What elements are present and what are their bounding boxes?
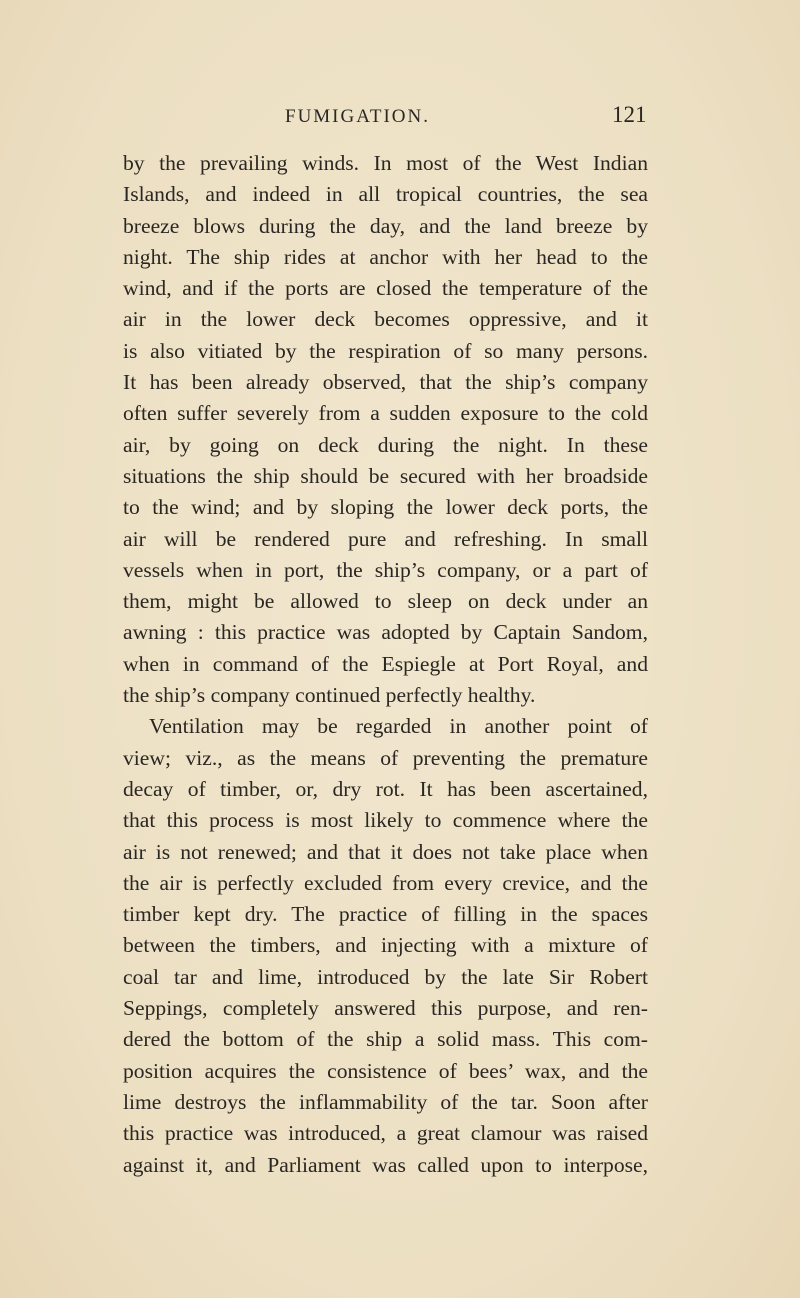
text-line: vessels when in port, the ship’s company, or a part of (123, 557, 648, 582)
text-line: Seppings, completely answered this purpose, and ren- (123, 996, 648, 1021)
text-line: the air is perfectly excluded from every crevice, and the (123, 870, 648, 895)
body-text (123, 148, 648, 1181)
paragraph-end-line: the ship’s company continued perfectly healthy. (123, 683, 536, 708)
text-line: to the wind; and by sloping the lower deck ports, the (123, 495, 648, 520)
text-line: them, might be allowed to sleep on deck under an (123, 589, 648, 614)
text-line: when in command of the Espiegle at Port Royal, and (123, 651, 648, 676)
text-line: view; viz., as the means of preventing the premature (123, 745, 648, 770)
page-number: 121 (612, 102, 647, 127)
text-line: against it, and Parliament was called upon to interpose, (123, 1152, 648, 1177)
text-line: coal tar and lime, introduced by the late Sir Robert (123, 964, 648, 989)
text-line: by the prevailing winds. In most of the West Indian (123, 151, 648, 175)
text-line: is also vitiated by the respiration of so many persons. (123, 338, 648, 363)
paragraph-start-line: Ventilation may be regarded in another point of (149, 714, 648, 739)
text-line: awning : this practice was adopted by Captain Sandom, (123, 620, 648, 645)
text-line: air is not renewed; and that it does not take place when (123, 839, 648, 864)
text-line: often suffer severely from a sudden exposure to the cold (123, 401, 648, 426)
running-title: FUMIGATION. (285, 106, 430, 127)
text-line: that this process is most likely to commence where the (123, 808, 648, 833)
text-line: It has been already observed, that the ship’s company (123, 370, 648, 395)
text-line: decay of timber, or, dry rot. It has been ascertained, (123, 776, 648, 801)
text-line: air in the lower deck becomes oppressive, and it (123, 307, 648, 332)
text-line: situations the ship should be secured with her broadside (123, 463, 648, 488)
text-line: position acquires the consistence of bees’ wax, and the (123, 1058, 648, 1083)
text-line: night. The ship rides at anchor with her head to the (123, 244, 648, 269)
text-line: lime destroys the inflammability of the tar. Soon after (123, 1089, 648, 1114)
text-line: dered the bottom of the ship a solid mass. This com- (123, 1027, 648, 1052)
text-line: this practice was introduced, a great clamour was raised (123, 1121, 648, 1146)
text-line: wind, and if the ports are closed the temperature of the (123, 276, 648, 301)
text-line: timber kept dry. The practice of filling in the spaces (123, 902, 648, 927)
text-line: Islands, and indeed in all tropical countries, the sea (123, 182, 648, 207)
page-header (0, 100, 800, 140)
text-line: air, by going on deck during the night. In these (123, 432, 648, 457)
text-line: between the timbers, and injecting with a mixture of (123, 933, 648, 958)
text-line: breeze blows during the day, and the land breeze by (123, 213, 648, 238)
text-line: air will be rendered pure and refreshing. In small (123, 526, 648, 551)
